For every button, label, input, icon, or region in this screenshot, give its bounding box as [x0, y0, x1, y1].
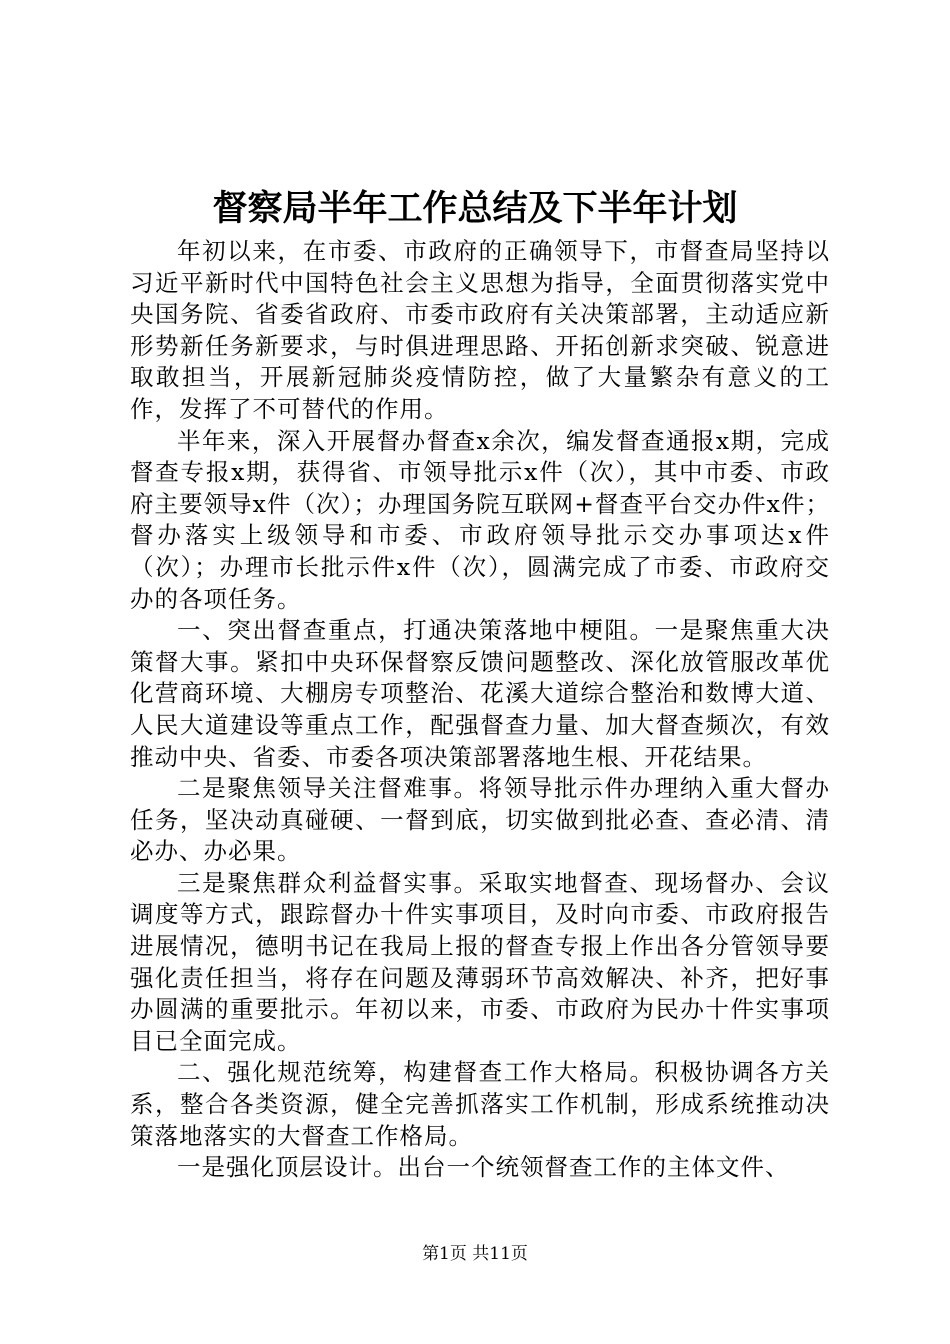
paragraph: 一是强化顶层设计。出台一个统领督查工作的主体文件、 [177, 1153, 790, 1182]
paragraph: 二、强化规范统筹，构建督查工作大格局。积极协调各方关系，整合各类资源，健全完善抓落实工作机制，形成系统推动决策落地落实的大督查工作格局。 [130, 1058, 830, 1150]
paragraph: 二是聚焦领导关注督难事。将领导批示件办理纳入重大督办任务，坚决动真碰硬、一督到底，切实做到批必查、查必清、清必办、办必果。 [130, 774, 830, 866]
page-number-footer: 第1页 共11页 [422, 1244, 528, 1264]
paragraph: 一、突出督查重点，打通决策落地中梗阻。一是聚焦重大决策督大事。紧扣中央环保督察反馈问题整改、深化放管服改革优化营商环境、大棚房专项整治、花溪大道综合整治和数博大道、人民大道建设等重点工作，配强督查力量、加大督查频次，有效推动中央、省委、市委各项决策部署落地生根、开花结果。 [130, 616, 830, 771]
document-body [130, 236, 830, 1184]
paragraph: 三是聚焦群众利益督实事。采取实地督查、现场督办、会议调度等方式，跟踪督办十件实事项目，及时向市委、市政府报告进展情况，德明书记在我局上报的督查专报上作出各分管领导要强化责任担当，将存在问题及薄弱环节高效解决、补齐，把好事办圆满的重要批示。年初以来，市委、市政府为民办十件实事项目已全面完成。 [130, 868, 830, 1055]
document-title: 督察局半年工作总结及下半年计划 [212, 188, 738, 229]
paragraph: 半年来，深入开展督办督查x余次，编发督查通报x期，完成督查专报x期，获得省、市领导批示x件（次），其中市委、市政府主要领导x件（次）；办理国务院互联网+督查平台交办件x件；督办落实上级领导和市委、市政府领导批示交办事项达x件（次）；办理市长批示件x件（次），圆满完成了市委、市政府交办的各项任务。 [130, 426, 830, 613]
paragraph: 年初以来，在市委、市政府的正确领导下，市督查局坚持以习近平新时代中国特色社会主义思想为指导，全面贯彻落实党中央国务院、省委省政府、市委市政府有关决策部署，主动适应新形势新任务新要求，与时俱进理思路、开拓创新求突破、锐意进取敢担当，开展新冠肺炎疫情防控，做了大量繁杂有意义的工作，发挥了不可替代的作用。 [130, 237, 830, 423]
